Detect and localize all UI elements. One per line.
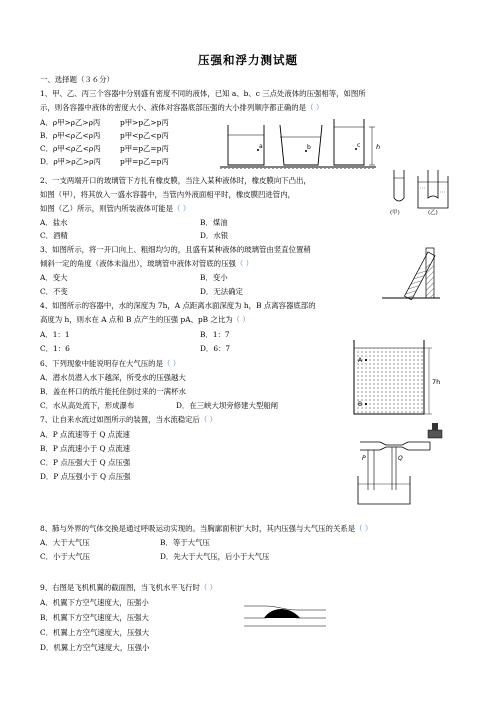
q2-stem-line1: 2、一支两端开口的玻璃管下方扎有橡皮膜，当注入某种液体时，橡皮膜向下凸出， bbox=[40, 176, 311, 185]
q1-stem-line2: 示，则各容器中液体的密度大小、液体对容器底部压强的大小排列顺序都正确的是（ ） bbox=[40, 103, 324, 112]
q9-wing-figure bbox=[236, 596, 336, 632]
q4-fig-label-7h: 7h bbox=[432, 378, 441, 386]
q1-stem-line1: 1、甲、乙、丙三个容器中分别盛有密度不同的液体，已知 a、b、c 三点处液体的压强相等，如图所 bbox=[40, 89, 366, 98]
q3-option-c[interactable]: C．不变 bbox=[40, 287, 68, 296]
q4-option-b[interactable]: B．1：7 bbox=[200, 330, 230, 339]
q1-option-b[interactable]: B．ρ甲<ρ乙<ρ丙 bbox=[40, 131, 101, 140]
q3-stem-line2: 倾斜一定的角度（液体未溢出），玻璃管中液体对管底的压强（ ） bbox=[40, 259, 253, 268]
q6-option-d[interactable]: D．在三峡大坝旁修建大型船闸 bbox=[176, 401, 279, 410]
q3-option-a[interactable]: A．变大 bbox=[40, 273, 68, 282]
q1-option-c[interactable]: C．ρ甲<ρ乙<ρ丙 bbox=[40, 144, 101, 153]
q4-fig-label-A: A bbox=[358, 357, 363, 364]
q2-stem-line3: 如图（乙）所示，则管内所装液体可能是（ ） bbox=[40, 204, 191, 213]
q3-stem-line1: 3、如图所示，将一开口向上、粗细均匀的，且盛有某种液体的玻璃管由竖直位置稍 bbox=[40, 245, 311, 254]
q1-fig-label-h: h bbox=[376, 143, 381, 151]
q7-option-a[interactable]: A．P 点流速等于 Q 点流速 bbox=[40, 430, 130, 439]
q3-tilted-tube-figure bbox=[378, 242, 448, 300]
q7-option-d[interactable]: D．P 点压强小于 Q 点压强 bbox=[40, 472, 131, 481]
q3-option-d[interactable]: D．无法确定 bbox=[200, 287, 243, 296]
q2-answer-paren: （ ） bbox=[173, 204, 191, 213]
q8-answer-paren: （ ） bbox=[355, 524, 373, 533]
q8-option-c[interactable]: C．小于大气压 bbox=[40, 552, 90, 561]
q4-option-a[interactable]: A．1：1 bbox=[40, 330, 70, 339]
q9-stem: 9、右图是飞机机翼的截面图，当飞机水平飞行时（ ） bbox=[40, 583, 218, 592]
q1-fig-label-a: a bbox=[259, 143, 263, 150]
q1-option-a[interactable]: A．ρ甲>ρ乙>ρ丙 bbox=[40, 118, 101, 127]
q4-option-c[interactable]: C．1：6 bbox=[40, 344, 70, 353]
q7-fig-label-Q: Q bbox=[398, 455, 403, 462]
q1-option-a-pressure: p甲>p乙>p丙 bbox=[120, 118, 169, 127]
q8-option-a[interactable]: A．大于大气压 bbox=[40, 538, 90, 547]
q2-option-c[interactable]: C．酒精 bbox=[40, 231, 68, 240]
q2-option-d[interactable]: D．水银 bbox=[200, 231, 229, 240]
q6-option-c[interactable]: C．水从高处流下，形成瀑布 bbox=[40, 401, 135, 410]
q3-option-b[interactable]: B．变小 bbox=[200, 273, 228, 282]
q9-option-d[interactable]: D．机翼上方空气速度大，压强小 bbox=[40, 643, 150, 652]
q4-fig-label-B: B bbox=[358, 401, 363, 408]
section-heading: 一、选择题（３６分） bbox=[40, 75, 114, 84]
q9-option-c[interactable]: C．机翼上方空气速度大，压强大 bbox=[40, 628, 150, 637]
q4-answer-paren: （ ） bbox=[232, 315, 250, 324]
q8-stem: 8、肺与外界的气体交换是通过呼吸运动实现的。当胸廓面积扩大时，其内压强与大气压的关系是（ ） bbox=[40, 524, 373, 533]
q3-answer-paren: （ ） bbox=[235, 259, 253, 268]
q1-option-b-pressure: p甲<p乙<p丙 bbox=[120, 131, 169, 140]
q2-option-b[interactable]: B．煤油 bbox=[200, 218, 228, 227]
q1-containers-figure bbox=[218, 115, 388, 170]
q1-answer-paren: （ ） bbox=[306, 103, 324, 112]
q6-option-a[interactable]: A．潜水员潜入水下越深，所受水的压强越大 bbox=[40, 373, 186, 382]
q7-stem: 7、让自来水流过如图所示的装置，当水流稳定后（ ） bbox=[40, 415, 218, 424]
q2-fig-label-yi: (乙) bbox=[428, 210, 438, 216]
q2-fig-label-jia: (甲) bbox=[390, 210, 400, 216]
q4-container-figure bbox=[344, 330, 454, 420]
q9-option-a[interactable]: A．机翼下方空气速度大，压强小 bbox=[40, 598, 149, 607]
q8-option-d[interactable]: D．先大于大气压，后小于大气压 bbox=[160, 552, 270, 561]
q1-option-d-pressure: p甲=p乙=p丙 bbox=[120, 157, 169, 166]
page-title: 压强和浮力测试题 bbox=[198, 53, 298, 67]
q7-option-b[interactable]: B．P 点流速小于 Q 点流速 bbox=[40, 444, 131, 453]
q2-tubes-figure bbox=[386, 168, 456, 218]
q6-answer-paren: （ ） bbox=[162, 359, 181, 368]
q2-stem-line2: 如图（甲），将其放入一盛水容器中，当管内外液面相平时，橡皮膜凹进管内， bbox=[40, 190, 295, 199]
q7-answer-paren: （ ） bbox=[199, 415, 218, 424]
q4-stem-line1: 4、如图所示的容器中，水的深度为 7h，A 点距离水面深度为 h，B 点离容器底部的 bbox=[40, 301, 316, 310]
q4-option-d[interactable]: D．6：7 bbox=[200, 344, 231, 353]
q2-option-a[interactable]: A．盐水 bbox=[40, 218, 68, 227]
q8-option-b[interactable]: B．等于大气压 bbox=[160, 538, 210, 547]
q6-option-b[interactable]: B．盖在杯口的纸片能托住倒过来的一满杯水 bbox=[40, 387, 186, 396]
q1-option-c-pressure: p甲=p乙=p丙 bbox=[120, 144, 169, 153]
q9-answer-paren: （ ） bbox=[199, 583, 218, 592]
q6-stem: 6、下列现象中能说明存在大气压的是（ ） bbox=[40, 359, 181, 368]
q1-fig-label-c: c bbox=[357, 142, 361, 149]
q1-option-d[interactable]: D．ρ甲>ρ乙>ρ丙 bbox=[40, 157, 101, 166]
q4-stem-line2: 高度为 h，则水在 A 点和 B 点产生的压强 pA、pB 之比为（ ） bbox=[40, 315, 250, 324]
q9-option-b[interactable]: B．机翼下方空气速度大，压强大 bbox=[40, 613, 149, 622]
q7-fig-label-P: P bbox=[362, 455, 366, 462]
q7-option-c[interactable]: C．P 点压强大于 Q 点压强 bbox=[40, 458, 131, 467]
q1-fig-label-b: b bbox=[307, 144, 311, 151]
q7-faucet-figure bbox=[350, 420, 450, 510]
